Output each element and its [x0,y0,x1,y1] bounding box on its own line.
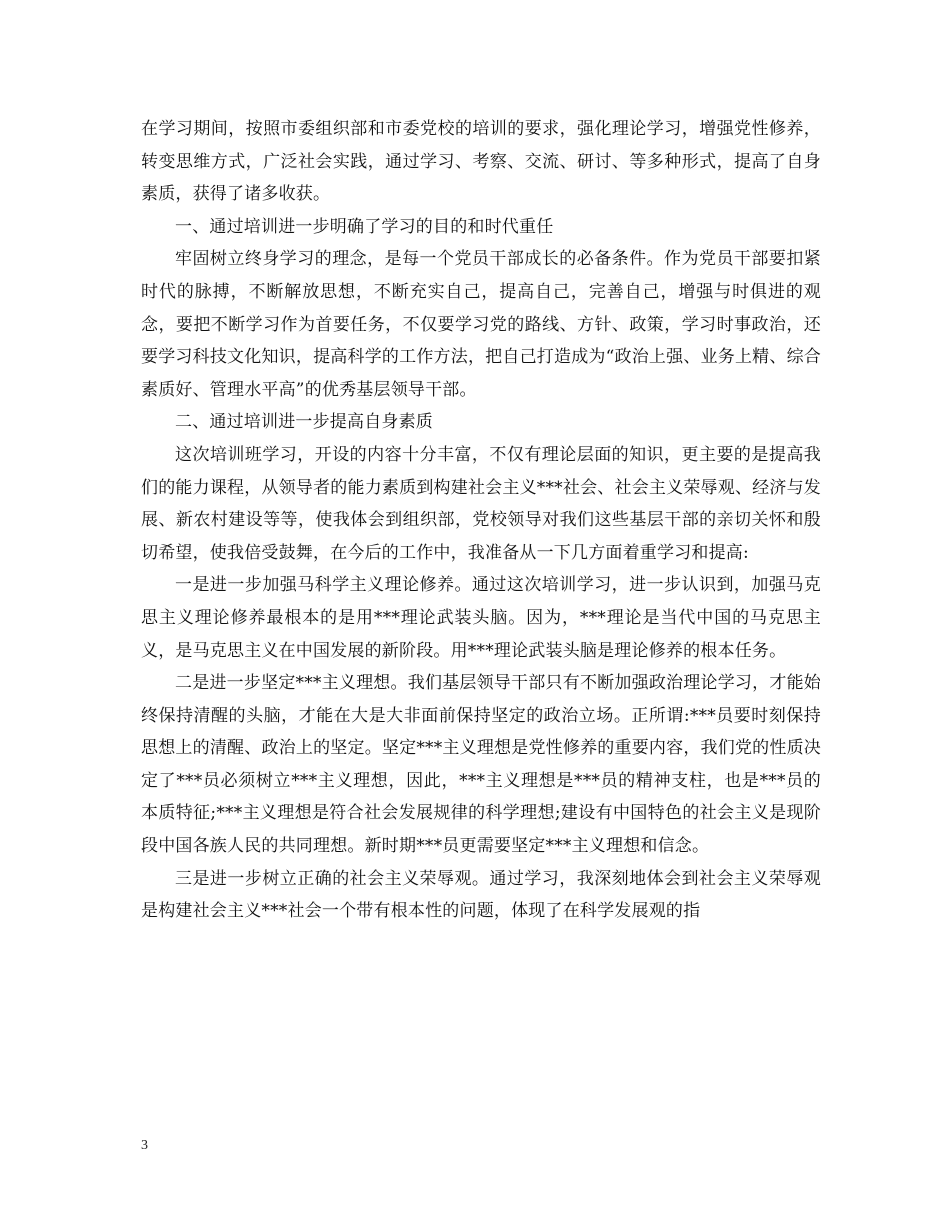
page-number: 3 [141,1138,148,1153]
document-body [141,113,821,928]
section-heading-2: 二、通过培训进一步提高自身素质 [175,412,433,433]
paragraph-point-three: 三是进一步树立正确的社会主义荣辱观。通过学习，我深刻地体会到社会主义荣辱观是构建社会主义***社会一个带有根本性的问题，体现了在科学发展观的指 [141,868,821,922]
paragraph-point-one: 一是进一步加强马科学主义理论修养。通过这次培训学习，进一步认识到，加强马克思主义理论修养最根本的是用***理论武装头脑。因为，***理论是当代中国的马克思主义，是马克思主义在中国发展的新阶段。用***理论武装头脑是理论修养的根本任务。 [141,575,821,661]
section-heading-1: 一、通过培训进一步明确了学习的目的和时代重任 [175,216,554,237]
paragraph-training-content: 这次培训班学习，开设的内容十分丰富，不仅有理论层面的知识，更主要的是提高我们的能力课程，从领导者的能力素质到构建社会主义***社会、社会主义荣辱观、经济与发展、新农村建设等等，使我体会到组织部，党校领导对我们这些基层干部的亲切关怀和殷切希望，使我倍受鼓舞，在今后的工作中，我准备从一下几方面着重学习和提高: [141,444,821,563]
paragraph-point-two: 二是进一步坚定***主义理想。我们基层领导干部只有不断加强政治理论学习，才能始终保持清醒的头脑，才能在大是大非面前保持坚定的政治立场。正所谓:***员要时刻保持思想上的清醒、政治上的坚定。坚定***主义理想是党性修养的重要内容，我们党的性质决定了***员必须树立***主义理想，因此，***主义理想是***员的精神支柱，也是***员的本质特征;***主义理想是符合社会发展规律的科学理想;建设有中国特色的社会主义是现阶段中国各族人民的共同理想。新时期***员更需要坚定***主义理想和信念。 [141,673,821,857]
paragraph-intro: 在学习期间，按照市委组织部和市委党校的培训的要求，强化理论学习，增强党性修养，转变思维方式，广泛社会实践，通过学习、考察、交流、研讨、等多种形式，提高了自身素质，获得了诸多收获。 [141,119,821,205]
paragraph-lifelong-learning: 牢固树立终身学习的理念，是每一个党员干部成长的必备条件。作为党员干部要扣紧时代的脉搏，不断解放思想，不断充实自己，提高自己，完善自己，增强与时俱进的观念，要把不断学习作为首要任务，不仅要学习党的路线、方针、政策，学习时事政治，还要学习科技文化知识，提高科学的工作方法，把自己打造成为“政治上强、业务上精、综合素质好、管理水平高”的优秀基层领导干部。 [141,249,821,400]
